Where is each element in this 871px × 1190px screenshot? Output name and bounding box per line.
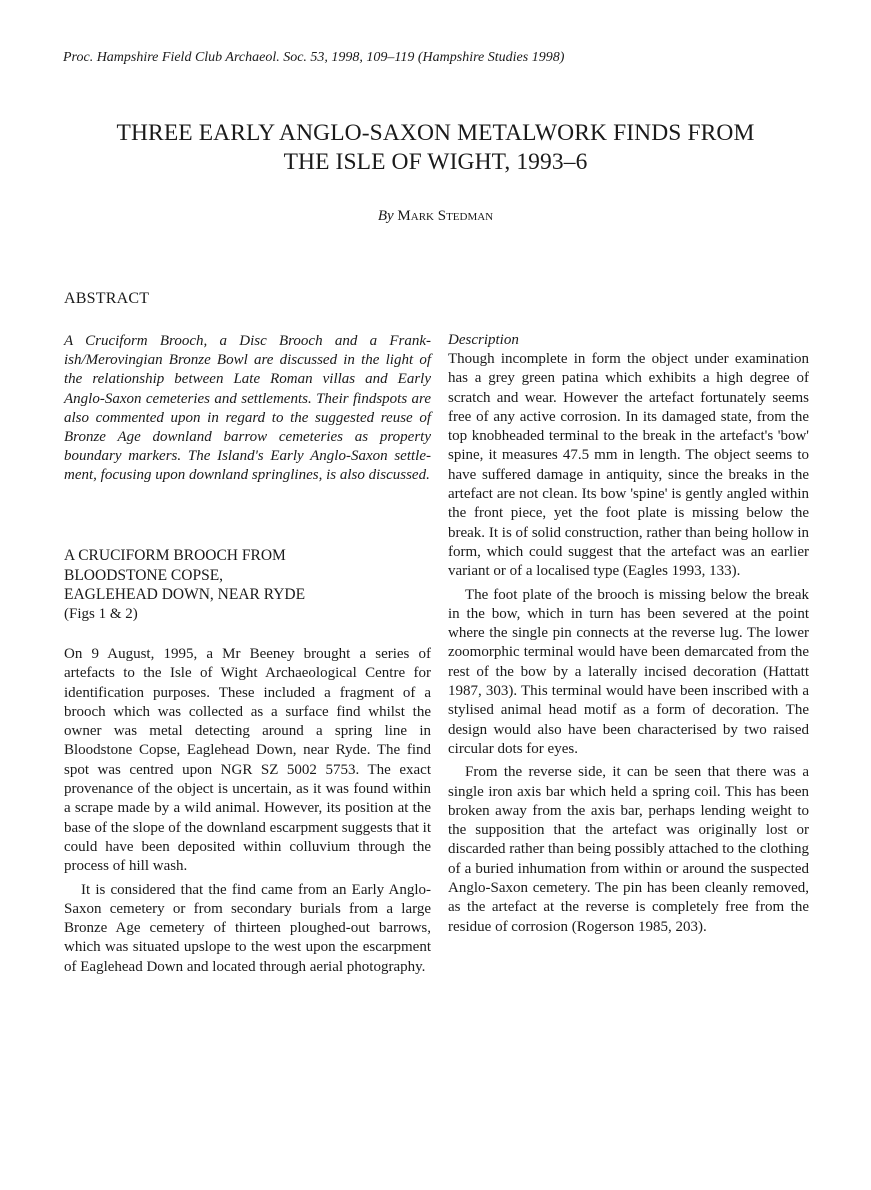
article-title-line-1: THREE EARLY ANGLO-SAXON METALWORK FINDS FROM: [116, 120, 755, 146]
author-name: Mark Stedman: [397, 208, 494, 224]
right-column-body: [448, 350, 809, 937]
paragraph: It is considered that the find came from an Early Anglo-Saxon cemetery or from secondary burials from a large Bronze Age cemetery of thirteen ploughed-out barrows, which was situated upslope to the west upon the escarpment of Eaglehead Down and located through aerial photography.: [64, 881, 431, 975]
section-heading-line-2: BLOODSTONE COPSE,: [64, 566, 224, 584]
section-heading-line-3: EAGLEHEAD DOWN, NEAR RYDE: [64, 586, 306, 603]
paragraph: On 9 August, 1995, a Mr Beeney brought a series of artefacts to the Isle of Wight Archaeological Centre for identification purposes. These included a fragment of a brooch which was collected as a surface find whilst the owner was metal detecting around a spring line in Bloodstone Copse, Eaglehead Down, near Ryde. The find spot was centred upon NGR SZ 5002 5753. The exact provenance of the object is uncertain, as it was found within a scrape made by a wild animal. However, its position at the base of the slope of the downland escarpment suggests that it could have been deposited within colluvium through the process of hill wash.: [64, 646, 431, 875]
section-heading: [64, 546, 431, 624]
byline: [0, 208, 871, 225]
description-heading: Description: [448, 332, 519, 348]
byline-prefix: By: [377, 208, 394, 224]
paragraph: Though incomplete in form the object under examination has a grey green patina which exhibits a high degree of scratch and wear. However the artefact fortunately seems free of any active corrosion. In its damaged state, from the top knobheaded terminal to the break in the artefact's 'bow' spine, it measures 47.5 mm in length. The object seems to have suffered damage in antiquity, since the breaks in the artefact are not clean. Its bow 'spine' is gently angled within the front piece, yet the foot plate is missing below the break. It is of solid construction, rather than being hollow in form, which could suggest that the artefact was an earlier variant or of a localised type (Eagles 1993, 133).: [448, 351, 809, 580]
section-heading-line-1: A CRUCIFORM BROOCH FROM: [64, 547, 286, 564]
abstract-heading: ABSTRACT: [64, 290, 150, 307]
article-title: [40, 119, 831, 177]
running-head: Proc. Hampshire Field Club Archaeol. Soc. 53, 1998, 109–119 (Hampshire Studies 1998): [63, 50, 565, 65]
paragraph: The foot plate of the brooch is missing below the break in the bow, which in turn has been severed at the point where the single pin connects at the reverse lug. The lower zoomorphic terminal would have been demarcated from the rest of the bow by a laterally incised decoration (Hattatt 1987, 303). This terminal would have been inscribed with a stylised animal head motif as a form of decoration. The design would also have been characterised by two raised circular dots for eyes.: [448, 586, 809, 757]
left-column-body: [64, 645, 431, 977]
paragraph: From the reverse side, it can be seen that there was a single iron axis bar which held a spring coil. This has been broken away from the axis bar, perhaps lending weight to the supposition that the artefact was originally lost or discarded rather than being possibly attached to the clothing of a buried inhumation from within or around the suspected Anglo-Saxon cemetery. The pin has been cleanly removed, as the artefact at the reverse is completely free from the residue of corrosion (Rogerson 1985, 203).: [448, 764, 809, 935]
abstract-text: A Cruciform Brooch, a Disc Brooch and a Frankish/Merovingian Bronze Bowl are discussed in the light of the relationship between Late Roman villas and Early Anglo-Saxon cemeteries and settlements. Their findspots are also commented upon in regard to the suggested reuse of Bronze Age downland barrow cemeteries as property boundary markers. The Island's Early Anglo-Saxon settlement, focusing upon downland springlines, is also discussed.: [64, 333, 431, 484]
section-heading-figs: (Figs 1 & 2): [64, 605, 138, 622]
article-title-line-2: THE ISLE OF WIGHT, 1993–6: [283, 149, 588, 175]
